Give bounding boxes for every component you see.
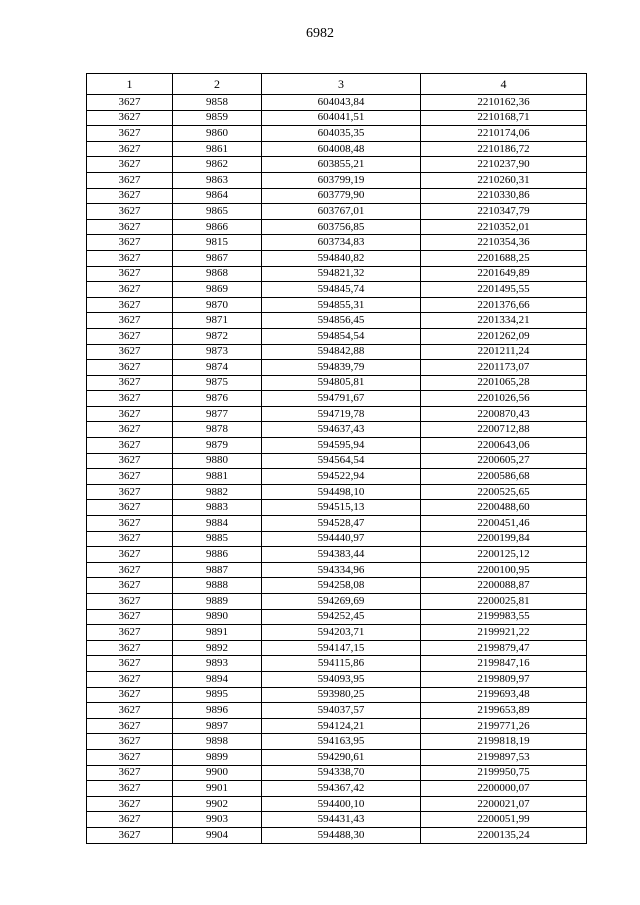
cell-col-4: 2199693,48 <box>421 687 587 703</box>
cell-col-3: 594338,70 <box>262 765 421 781</box>
cell-col-3: 594431,43 <box>262 812 421 828</box>
table-row <box>87 594 587 610</box>
table-row <box>87 360 587 376</box>
table-row <box>87 703 587 719</box>
cell-col-4: 2199818,19 <box>421 734 587 750</box>
coordinates-table <box>86 73 587 844</box>
cell-col-1: 3627 <box>87 360 173 376</box>
cell-col-2: 9862 <box>173 157 262 173</box>
cell-col-3: 594564,54 <box>262 453 421 469</box>
cell-col-1: 3627 <box>87 188 173 204</box>
cell-col-2: 9873 <box>173 344 262 360</box>
table-row <box>87 282 587 298</box>
cell-col-4: 2201334,21 <box>421 313 587 329</box>
cell-col-3: 593980,25 <box>262 687 421 703</box>
table-row <box>87 765 587 781</box>
cell-col-3: 594528,47 <box>262 516 421 532</box>
cell-col-3: 594719,78 <box>262 406 421 422</box>
cell-col-4: 2199879,47 <box>421 640 587 656</box>
table-row <box>87 578 587 594</box>
cell-col-1: 3627 <box>87 438 173 454</box>
cell-col-1: 3627 <box>87 516 173 532</box>
cell-col-4: 2201065,28 <box>421 375 587 391</box>
cell-col-1: 3627 <box>87 110 173 126</box>
cell-col-4: 2200488,60 <box>421 500 587 516</box>
cell-col-3: 594498,10 <box>262 484 421 500</box>
cell-col-3: 594269,69 <box>262 594 421 610</box>
cell-col-3: 594854,54 <box>262 328 421 344</box>
cell-col-1: 3627 <box>87 562 173 578</box>
cell-col-2: 9879 <box>173 438 262 454</box>
cell-col-2: 9901 <box>173 781 262 797</box>
cell-col-3: 594290,61 <box>262 749 421 765</box>
cell-col-4: 2200135,24 <box>421 827 587 843</box>
table-row <box>87 812 587 828</box>
cell-col-1: 3627 <box>87 656 173 672</box>
cell-col-1: 3627 <box>87 344 173 360</box>
cell-col-1: 3627 <box>87 578 173 594</box>
cell-col-2: 9894 <box>173 671 262 687</box>
cell-col-3: 604041,51 <box>262 110 421 126</box>
table-row <box>87 796 587 812</box>
cell-col-4: 2199983,55 <box>421 609 587 625</box>
cell-col-4: 2201173,07 <box>421 360 587 376</box>
cell-col-2: 9861 <box>173 141 262 157</box>
table-row <box>87 219 587 235</box>
cell-col-4: 2200088,87 <box>421 578 587 594</box>
table-row <box>87 718 587 734</box>
cell-col-3: 594258,08 <box>262 578 421 594</box>
cell-col-3: 594440,97 <box>262 531 421 547</box>
cell-col-2: 9871 <box>173 313 262 329</box>
cell-col-2: 9889 <box>173 594 262 610</box>
header-row <box>87 74 587 95</box>
cell-col-2: 9896 <box>173 703 262 719</box>
table-row <box>87 110 587 126</box>
cell-col-4: 2200021,07 <box>421 796 587 812</box>
cell-col-1: 3627 <box>87 95 173 111</box>
cell-col-4: 2201688,25 <box>421 250 587 266</box>
table-row <box>87 157 587 173</box>
table-row <box>87 250 587 266</box>
cell-col-3: 603799,19 <box>262 172 421 188</box>
cell-col-2: 9859 <box>173 110 262 126</box>
table-row <box>87 516 587 532</box>
table-row <box>87 438 587 454</box>
cell-col-4: 2199921,22 <box>421 625 587 641</box>
cell-col-2: 9891 <box>173 625 262 641</box>
column-header-4: 4 <box>421 74 587 95</box>
cell-col-1: 3627 <box>87 375 173 391</box>
cell-col-4: 2200643,06 <box>421 438 587 454</box>
cell-col-4: 2200000,07 <box>421 781 587 797</box>
table-row <box>87 391 587 407</box>
cell-col-3: 604035,35 <box>262 126 421 142</box>
cell-col-1: 3627 <box>87 796 173 812</box>
cell-col-3: 604008,48 <box>262 141 421 157</box>
cell-col-4: 2200712,88 <box>421 422 587 438</box>
table-row <box>87 235 587 251</box>
table-body <box>87 95 587 844</box>
cell-col-1: 3627 <box>87 625 173 641</box>
cell-col-4: 2199847,16 <box>421 656 587 672</box>
table-row <box>87 204 587 220</box>
cell-col-3: 594637,43 <box>262 422 421 438</box>
cell-col-4: 2200586,68 <box>421 469 587 485</box>
cell-col-2: 9886 <box>173 547 262 563</box>
cell-col-4: 2200451,46 <box>421 516 587 532</box>
table-row <box>87 781 587 797</box>
cell-col-2: 9863 <box>173 172 262 188</box>
cell-col-1: 3627 <box>87 453 173 469</box>
cell-col-3: 594522,94 <box>262 469 421 485</box>
cell-col-3: 594147,15 <box>262 640 421 656</box>
cell-col-3: 594334,96 <box>262 562 421 578</box>
cell-col-3: 603767,01 <box>262 204 421 220</box>
table-row <box>87 297 587 313</box>
cell-col-4: 2199771,26 <box>421 718 587 734</box>
cell-col-2: 9900 <box>173 765 262 781</box>
cell-col-3: 594855,31 <box>262 297 421 313</box>
cell-col-3: 594203,71 <box>262 625 421 641</box>
cell-col-4: 2199809,97 <box>421 671 587 687</box>
table-row <box>87 453 587 469</box>
cell-col-1: 3627 <box>87 718 173 734</box>
table-header <box>87 74 587 95</box>
cell-col-3: 594856,45 <box>262 313 421 329</box>
table-row <box>87 172 587 188</box>
cell-col-3: 594124,21 <box>262 718 421 734</box>
table-row <box>87 266 587 282</box>
cell-col-1: 3627 <box>87 594 173 610</box>
column-header-3: 3 <box>262 74 421 95</box>
table-row <box>87 375 587 391</box>
cell-col-1: 3627 <box>87 141 173 157</box>
cell-col-3: 594115,86 <box>262 656 421 672</box>
cell-col-4: 2200525,65 <box>421 484 587 500</box>
cell-col-1: 3627 <box>87 781 173 797</box>
table-row <box>87 188 587 204</box>
cell-col-3: 594839,79 <box>262 360 421 376</box>
cell-col-3: 594252,45 <box>262 609 421 625</box>
cell-col-1: 3627 <box>87 406 173 422</box>
cell-col-2: 9902 <box>173 796 262 812</box>
cell-col-1: 3627 <box>87 328 173 344</box>
cell-col-2: 9880 <box>173 453 262 469</box>
cell-col-3: 594805,81 <box>262 375 421 391</box>
cell-col-2: 9815 <box>173 235 262 251</box>
table-row <box>87 126 587 142</box>
cell-col-1: 3627 <box>87 734 173 750</box>
cell-col-4: 2200870,43 <box>421 406 587 422</box>
cell-col-2: 9903 <box>173 812 262 828</box>
cell-col-3: 594821,32 <box>262 266 421 282</box>
table-row <box>87 141 587 157</box>
cell-col-1: 3627 <box>87 765 173 781</box>
cell-col-4: 2199950,75 <box>421 765 587 781</box>
table-row <box>87 640 587 656</box>
cell-col-2: 9866 <box>173 219 262 235</box>
cell-col-2: 9883 <box>173 500 262 516</box>
cell-col-2: 9890 <box>173 609 262 625</box>
cell-col-4: 2210354,36 <box>421 235 587 251</box>
cell-col-1: 3627 <box>87 640 173 656</box>
table-row <box>87 531 587 547</box>
cell-col-1: 3627 <box>87 484 173 500</box>
cell-col-1: 3627 <box>87 687 173 703</box>
cell-col-2: 9868 <box>173 266 262 282</box>
cell-col-4: 2200199,84 <box>421 531 587 547</box>
cell-col-3: 594842,88 <box>262 344 421 360</box>
cell-col-4: 2200025,81 <box>421 594 587 610</box>
table-row <box>87 469 587 485</box>
cell-col-2: 9876 <box>173 391 262 407</box>
cell-col-3: 594791,67 <box>262 391 421 407</box>
cell-col-4: 2210237,90 <box>421 157 587 173</box>
cell-col-3: 594163,95 <box>262 734 421 750</box>
cell-col-2: 9885 <box>173 531 262 547</box>
table-row <box>87 562 587 578</box>
cell-col-3: 594037,57 <box>262 703 421 719</box>
cell-col-1: 3627 <box>87 250 173 266</box>
cell-col-2: 9897 <box>173 718 262 734</box>
cell-col-2: 9888 <box>173 578 262 594</box>
cell-col-1: 3627 <box>87 266 173 282</box>
table-row <box>87 547 587 563</box>
cell-col-4: 2201495,55 <box>421 282 587 298</box>
cell-col-2: 9874 <box>173 360 262 376</box>
cell-col-1: 3627 <box>87 313 173 329</box>
cell-col-2: 9872 <box>173 328 262 344</box>
cell-col-3: 594383,44 <box>262 547 421 563</box>
cell-col-2: 9884 <box>173 516 262 532</box>
cell-col-1: 3627 <box>87 469 173 485</box>
cell-col-2: 9860 <box>173 126 262 142</box>
cell-col-2: 9864 <box>173 188 262 204</box>
cell-col-2: 9867 <box>173 250 262 266</box>
table-row <box>87 422 587 438</box>
cell-col-2: 9870 <box>173 297 262 313</box>
cell-col-1: 3627 <box>87 749 173 765</box>
cell-col-3: 594488,30 <box>262 827 421 843</box>
cell-col-4: 2200100,95 <box>421 562 587 578</box>
cell-col-3: 604043,84 <box>262 95 421 111</box>
cell-col-4: 2210162,36 <box>421 95 587 111</box>
cell-col-4: 2199653,89 <box>421 703 587 719</box>
cell-col-2: 9858 <box>173 95 262 111</box>
cell-col-2: 9898 <box>173 734 262 750</box>
cell-col-3: 594515,13 <box>262 500 421 516</box>
cell-col-3: 594840,82 <box>262 250 421 266</box>
cell-col-1: 3627 <box>87 703 173 719</box>
cell-col-4: 2200051,99 <box>421 812 587 828</box>
cell-col-4: 2201649,89 <box>421 266 587 282</box>
table-row <box>87 749 587 765</box>
cell-col-1: 3627 <box>87 500 173 516</box>
cell-col-3: 603756,85 <box>262 219 421 235</box>
table-row <box>87 671 587 687</box>
cell-col-2: 9865 <box>173 204 262 220</box>
cell-col-1: 3627 <box>87 219 173 235</box>
table-row <box>87 328 587 344</box>
cell-col-1: 3627 <box>87 204 173 220</box>
table-row <box>87 625 587 641</box>
cell-col-2: 9892 <box>173 640 262 656</box>
cell-col-3: 603734,83 <box>262 235 421 251</box>
cell-col-4: 2199897,53 <box>421 749 587 765</box>
cell-col-4: 2210330,86 <box>421 188 587 204</box>
cell-col-2: 9875 <box>173 375 262 391</box>
cell-col-2: 9881 <box>173 469 262 485</box>
cell-col-3: 603855,21 <box>262 157 421 173</box>
cell-col-2: 9882 <box>173 484 262 500</box>
page-number: 6982 <box>306 26 334 41</box>
cell-col-2: 9899 <box>173 749 262 765</box>
cell-col-4: 2210347,79 <box>421 204 587 220</box>
cell-col-1: 3627 <box>87 235 173 251</box>
cell-col-2: 9893 <box>173 656 262 672</box>
cell-col-3: 603779,90 <box>262 188 421 204</box>
cell-col-1: 3627 <box>87 547 173 563</box>
cell-col-4: 2210186,72 <box>421 141 587 157</box>
table-row <box>87 484 587 500</box>
cell-col-1: 3627 <box>87 609 173 625</box>
cell-col-4: 2200605,27 <box>421 453 587 469</box>
table-row <box>87 656 587 672</box>
cell-col-1: 3627 <box>87 812 173 828</box>
table-row <box>87 687 587 703</box>
cell-col-1: 3627 <box>87 422 173 438</box>
table-row <box>87 734 587 750</box>
cell-col-1: 3627 <box>87 671 173 687</box>
cell-col-1: 3627 <box>87 827 173 843</box>
cell-col-1: 3627 <box>87 157 173 173</box>
cell-col-1: 3627 <box>87 126 173 142</box>
cell-col-4: 2210260,31 <box>421 172 587 188</box>
table-row <box>87 344 587 360</box>
cell-col-4: 2201376,66 <box>421 297 587 313</box>
cell-col-4: 2210352,01 <box>421 219 587 235</box>
table-row <box>87 609 587 625</box>
cell-col-3: 594093,95 <box>262 671 421 687</box>
cell-col-4: 2201262,09 <box>421 328 587 344</box>
table-row <box>87 95 587 111</box>
cell-col-3: 594845,74 <box>262 282 421 298</box>
cell-col-4: 2210168,71 <box>421 110 587 126</box>
cell-col-4: 2200125,12 <box>421 547 587 563</box>
column-header-1: 1 <box>87 74 173 95</box>
cell-col-4: 2201026,56 <box>421 391 587 407</box>
cell-col-2: 9878 <box>173 422 262 438</box>
cell-col-1: 3627 <box>87 531 173 547</box>
cell-col-3: 594595,94 <box>262 438 421 454</box>
cell-col-2: 9895 <box>173 687 262 703</box>
cell-col-1: 3627 <box>87 297 173 313</box>
cell-col-4: 2201211,24 <box>421 344 587 360</box>
cell-col-1: 3627 <box>87 391 173 407</box>
cell-col-2: 9904 <box>173 827 262 843</box>
cell-col-1: 3627 <box>87 282 173 298</box>
cell-col-2: 9869 <box>173 282 262 298</box>
table-row <box>87 500 587 516</box>
cell-col-2: 9877 <box>173 406 262 422</box>
table-row <box>87 827 587 843</box>
cell-col-4: 2210174,06 <box>421 126 587 142</box>
cell-col-3: 594367,42 <box>262 781 421 797</box>
column-header-2: 2 <box>173 74 262 95</box>
table-row <box>87 313 587 329</box>
table-row <box>87 406 587 422</box>
cell-col-1: 3627 <box>87 172 173 188</box>
cell-col-3: 594400,10 <box>262 796 421 812</box>
cell-col-2: 9887 <box>173 562 262 578</box>
